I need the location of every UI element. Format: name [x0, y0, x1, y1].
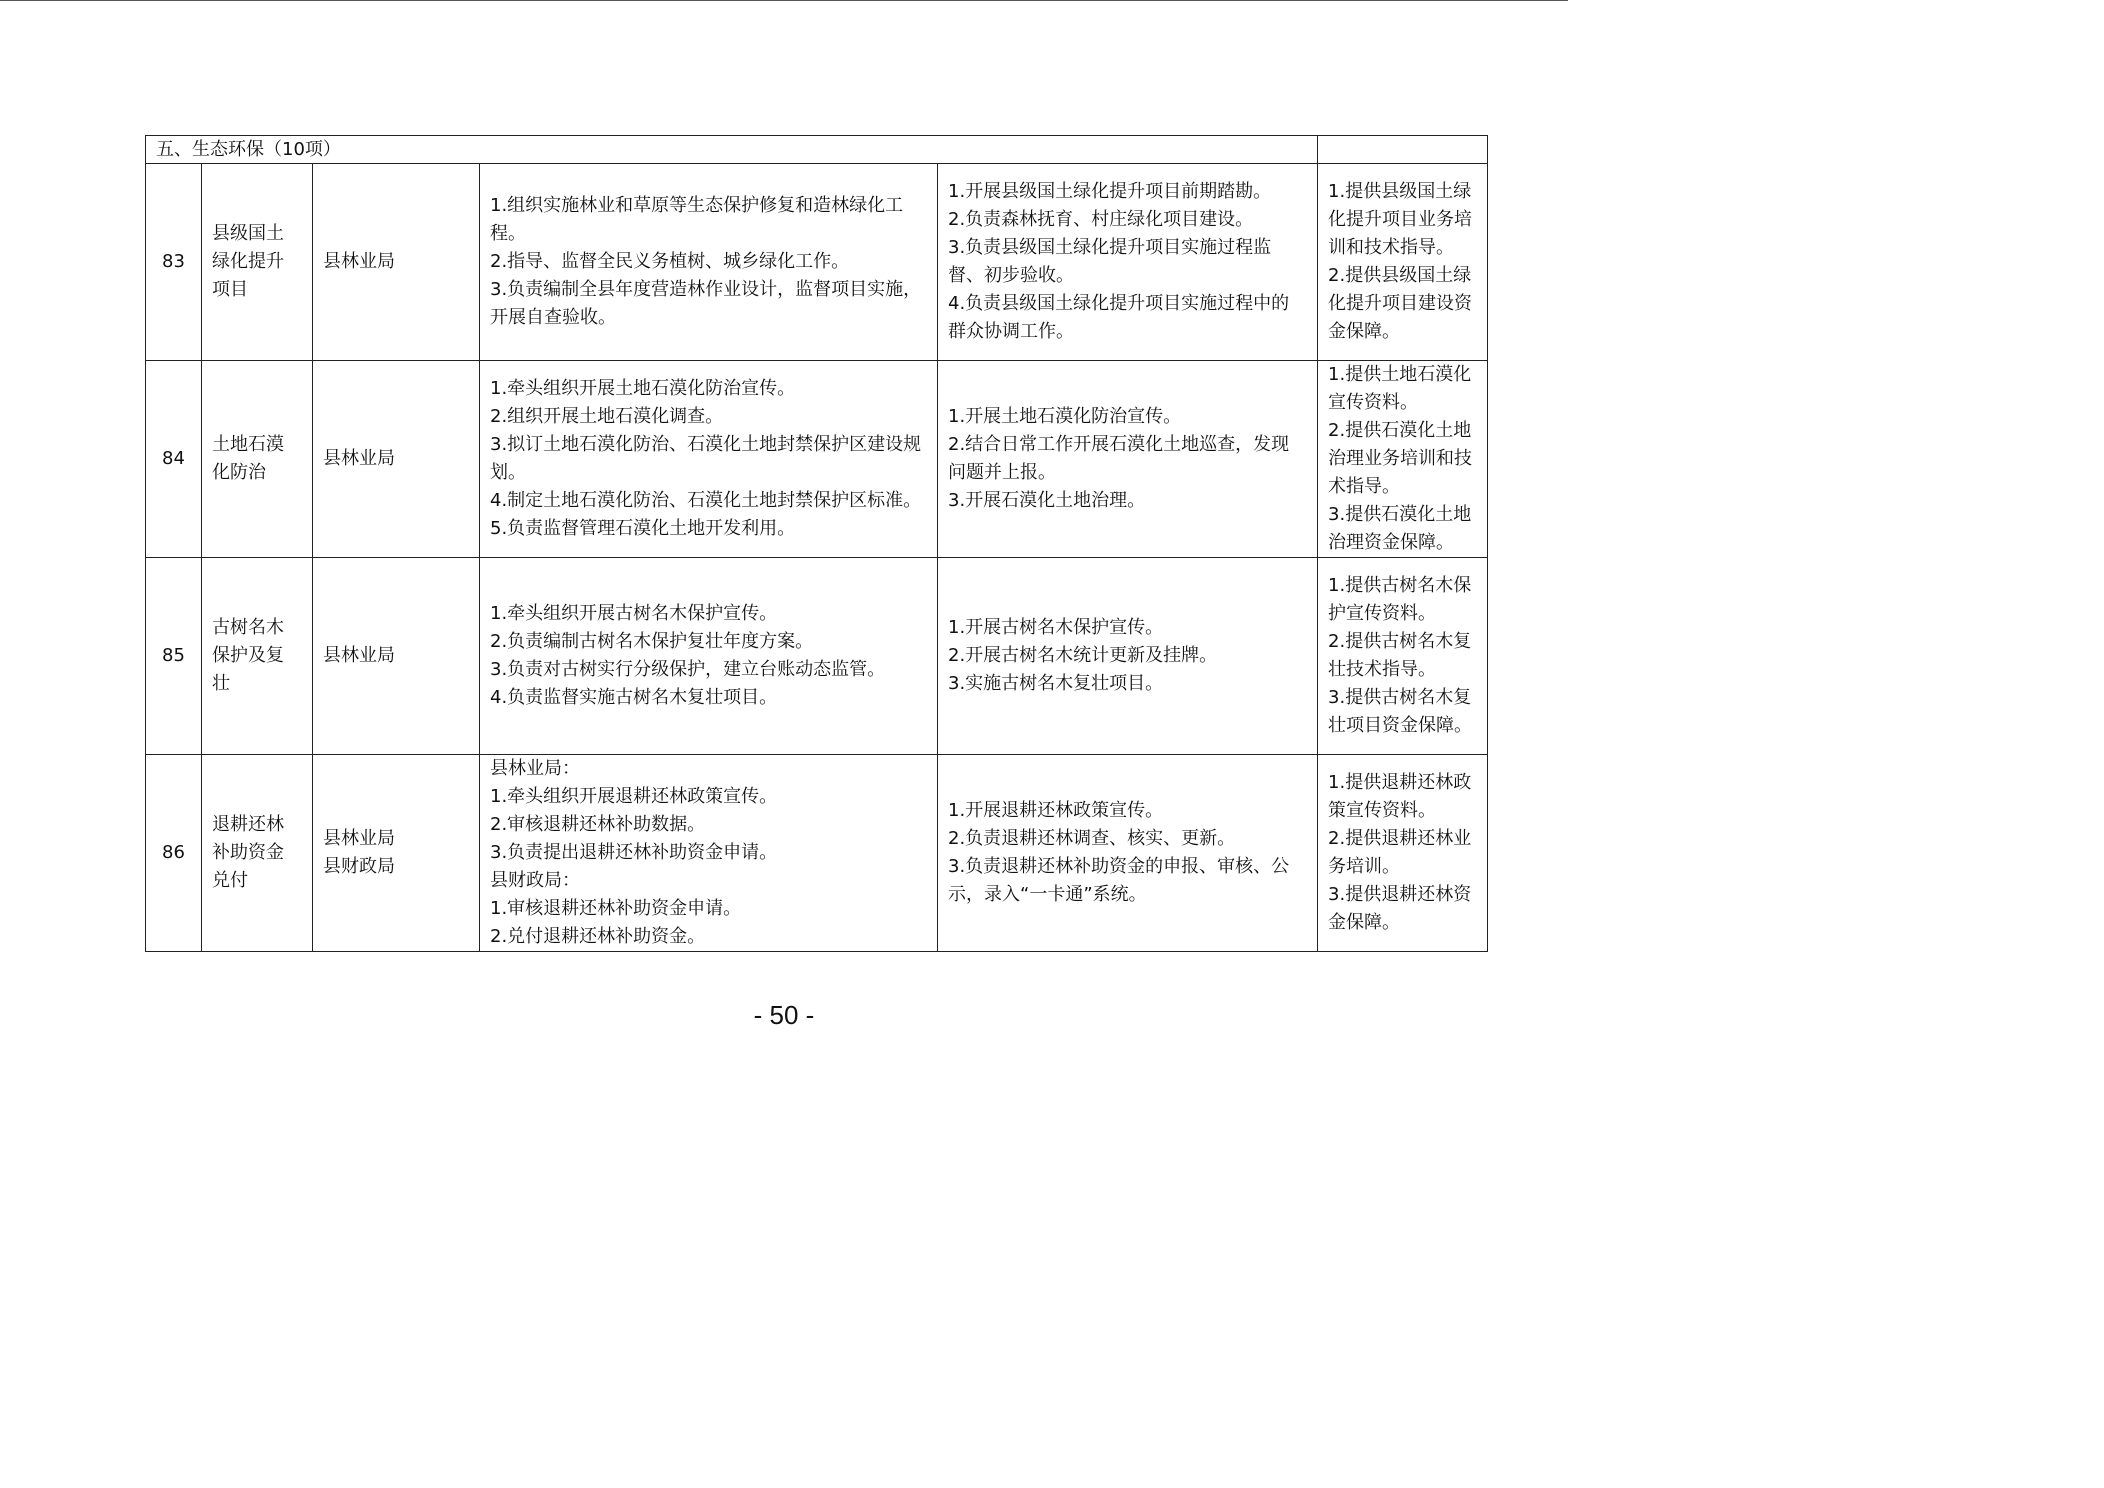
- support-duty-line: 1.提供土地石漠化宣传资料。: [1328, 364, 1472, 413]
- county-duties-cell: [480, 558, 938, 755]
- county-duty-line: 县财政局：: [490, 870, 580, 891]
- county-duty-line: 2.负责编制古树名木保护复壮年度方案。: [490, 631, 814, 652]
- support-duty-line: 2.提供古树名木复壮技术指导。: [1328, 631, 1472, 680]
- duty-table: [145, 135, 1488, 952]
- township-duties-cell: [938, 755, 1318, 952]
- township-duty-line: 4.负责县级国土绿化提升项目实施过程中的群众协调工作。: [948, 293, 1290, 342]
- township-duty-line: 1.开展县级国土绿化提升项目前期踏勘。: [948, 181, 1272, 202]
- township-duty-line: 3.实施古树名木复壮项目。: [948, 673, 1164, 694]
- county-duties-cell: [480, 361, 938, 558]
- item-name-line: 土地石漠: [212, 434, 284, 455]
- county-duties-cell: [480, 755, 938, 952]
- county-duty-line: 5.负责监督管理石漠化土地开发利用。: [490, 518, 796, 539]
- support-duty-line: 3.提供退耕还林资金保障。: [1328, 884, 1472, 933]
- item-name: [202, 558, 313, 755]
- support-duty-line: 1.提供古树名木保护宣传资料。: [1328, 575, 1472, 624]
- department-name: 县林业局: [323, 448, 395, 469]
- township-duty-line: 3.负责县级国土绿化提升项目实施过程监督、初步验收。: [948, 237, 1272, 286]
- item-name-line: 化防治: [212, 462, 266, 483]
- township-duties-cell: [938, 164, 1318, 361]
- item-name-line: 绿化提升: [212, 251, 284, 272]
- county-duties-cell: [480, 164, 938, 361]
- township-duty-line: 2.负责退耕还林调查、核实、更新。: [948, 828, 1236, 849]
- section-header-empty-cell: [1318, 136, 1488, 164]
- support-duty-line: 3.提供古树名木复壮项目资金保障。: [1328, 687, 1473, 736]
- county-duty-line: 1.审核退耕还林补助资金申请。: [490, 898, 742, 919]
- item-name-line: 保护及复: [212, 645, 284, 666]
- county-duty-line: 2.指导、监督全民义务植树、城乡绿化工作。: [490, 251, 850, 272]
- department-cell: [313, 361, 480, 558]
- county-duty-line: 4.制定土地石漠化防治、石漠化土地封禁保护区标准。: [490, 490, 922, 511]
- support-duty-line: 2.提供石漠化土地治理业务培训和技术指导。: [1328, 420, 1473, 497]
- support-duties-cell: [1318, 558, 1488, 755]
- township-duty-line: 2.负责森林抚育、村庄绿化项目建设。: [948, 209, 1254, 230]
- support-duties-cell: [1318, 755, 1488, 952]
- department-cell: [313, 558, 480, 755]
- township-duty-line: 2.开展古树名木统计更新及挂牌。: [948, 645, 1218, 666]
- item-name: [202, 755, 313, 952]
- township-duty-line: 2.结合日常工作开展石漠化土地巡查，发现问题并上报。: [948, 434, 1290, 483]
- county-duty-line: 3.负责编制全县年度营造林作业设计，监督项目实施，开展自查验收。: [490, 279, 922, 328]
- county-duty-line: 1.牵头组织开展退耕还林政策宣传。: [490, 786, 778, 807]
- support-duty-line: 2.提供县级国土绿化提升项目建设资金保障。: [1328, 265, 1473, 342]
- item-number: 83: [146, 164, 202, 361]
- table-row: [146, 164, 1488, 361]
- item-number: 86: [146, 755, 202, 952]
- item-number: 84: [146, 361, 202, 558]
- department-cell: [313, 164, 480, 361]
- page-top-border: [0, 0, 1568, 1]
- item-name-line: 壮: [212, 673, 230, 694]
- township-duty-line: 1.开展古树名木保护宣传。: [948, 617, 1164, 638]
- county-duty-line: 2.组织开展土地石漠化调查。: [490, 406, 724, 427]
- township-duties-cell: [938, 558, 1318, 755]
- department-name: 县林业局: [323, 645, 395, 666]
- county-duty-line: 3.负责提出退耕还林补助资金申请。: [490, 842, 778, 863]
- county-duty-line: 2.审核退耕还林补助数据。: [490, 814, 706, 835]
- section-header-row: [146, 136, 1488, 164]
- county-duty-line: 1.牵头组织开展土地石漠化防治宣传。: [490, 378, 796, 399]
- township-duties-cell: [938, 361, 1318, 558]
- support-duties-cell: [1318, 361, 1488, 558]
- table-row: [146, 558, 1488, 755]
- township-duty-line: 3.负责退耕还林补助资金的申报、审核、公示，录入“一卡通”系统。: [948, 856, 1290, 905]
- item-name-line: 退耕还林: [212, 814, 284, 835]
- item-name-line: 古树名木: [212, 617, 284, 638]
- page-number: - 50 -: [753, 1000, 815, 1030]
- county-duty-line: 2.兑付退耕还林补助资金。: [490, 926, 706, 947]
- item-name: [202, 361, 313, 558]
- item-number: 85: [146, 558, 202, 755]
- department-name: 县财政局: [323, 856, 395, 877]
- county-duty-line: 县林业局：: [490, 758, 580, 779]
- support-duty-line: 3.提供石漠化土地治理资金保障。: [1328, 504, 1472, 553]
- item-name: [202, 164, 313, 361]
- item-name-line: 项目: [212, 279, 248, 300]
- township-duty-line: 3.开展石漠化土地治理。: [948, 490, 1146, 511]
- support-duty-line: 2.提供退耕还林业务培训。: [1328, 828, 1472, 877]
- county-duty-line: 1.组织实施林业和草原等生态保护修复和造林绿化工程。: [490, 195, 904, 244]
- item-name-line: 兑付: [212, 870, 248, 891]
- county-duty-line: 3.拟订土地石漠化防治、石漠化土地封禁保护区建设规划。: [490, 434, 922, 483]
- township-duty-line: 1.开展退耕还林政策宣传。: [948, 800, 1164, 821]
- section-title: 五、生态环保（10项）: [146, 136, 1318, 164]
- table-body: [146, 164, 1488, 952]
- county-duty-line: 1.牵头组织开展古树名木保护宣传。: [490, 603, 778, 624]
- item-name-line: 补助资金: [212, 842, 284, 863]
- support-duty-line: 1.提供县级国土绿化提升项目业务培训和技术指导。: [1328, 181, 1473, 258]
- department-name: 县林业局: [323, 828, 395, 849]
- support-duties-cell: [1318, 164, 1488, 361]
- support-duty-line: 1.提供退耕还林政策宣传资料。: [1328, 772, 1472, 821]
- department-name: 县林业局: [323, 251, 395, 272]
- department-cell: [313, 755, 480, 952]
- county-duty-line: 3.负责对古树实行分级保护，建立台账动态监管。: [490, 659, 886, 680]
- township-duty-line: 1.开展土地石漠化防治宣传。: [948, 406, 1182, 427]
- item-name-line: 县级国土: [212, 223, 284, 244]
- county-duty-line: 4.负责监督实施古树名木复壮项目。: [490, 687, 778, 708]
- table-row: [146, 361, 1488, 558]
- table-row: [146, 755, 1488, 952]
